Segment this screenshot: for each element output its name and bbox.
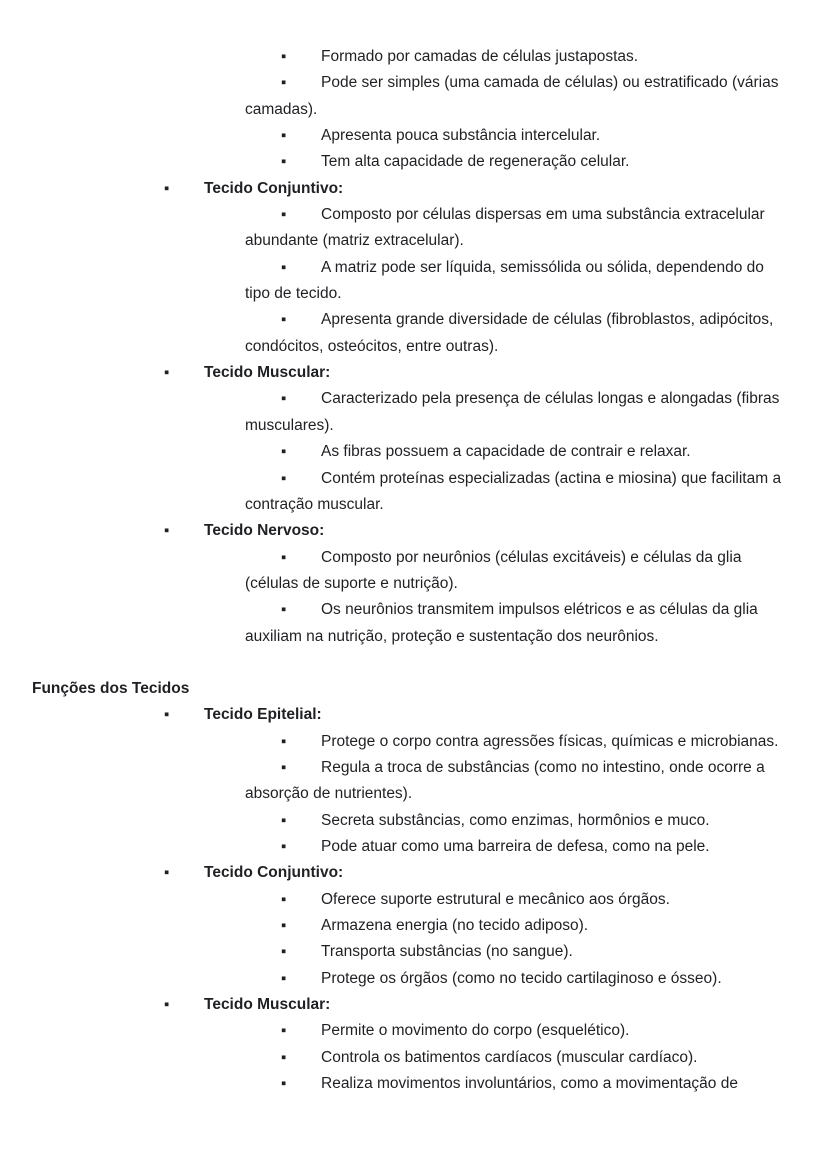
document-body — [16, 44, 788, 1097]
list-item-text: Armazena energia (no tecido adiposo). — [321, 917, 589, 934]
list-item-text: Contém proteínas especializadas (actina e miosina) que facilitam a contração muscular. — [245, 469, 782, 513]
list-item-level2 — [16, 307, 788, 360]
list-item-text: Tecido Muscular: — [204, 996, 331, 1014]
bullet-icon: ▪ — [281, 258, 287, 276]
bullet-icon: ▪ — [281, 1022, 287, 1040]
bullet-icon: ▪ — [281, 917, 287, 934]
list-item-level2 — [16, 729, 788, 755]
list-item-text: Protege os órgãos (como no tecido cartilaginoso e ósseo). — [321, 969, 722, 987]
list-item-text: A matriz pode ser líquida, semissólida ou sólida, dependendo do tipo de tecido. — [245, 258, 764, 303]
list-item-text: Tecido Nervoso: — [204, 522, 325, 540]
bullet-icon: ▪ — [164, 996, 170, 1014]
list-item-text: Tecido Conjuntivo: — [204, 864, 344, 882]
list-item-level2 — [16, 70, 788, 123]
list-item-text: Secreta substâncias, como enzimas, hormônios e muco. — [321, 811, 710, 829]
bullet-icon: ▪ — [281, 153, 287, 171]
bullet-icon: ▪ — [281, 969, 287, 987]
list-item-level1 — [16, 360, 788, 386]
list-item-text: Permite o movimento do corpo (esquelético). — [321, 1022, 630, 1040]
bullet-icon: ▪ — [281, 74, 287, 92]
list-item-text: Controla os batimentos cardíacos (muscular cardíaco). — [321, 1048, 698, 1066]
list-item-level2 — [16, 44, 788, 70]
bullet-icon: ▪ — [281, 127, 287, 145]
list-item-level2 — [16, 123, 788, 149]
section-heading: Funções dos Tecidos — [32, 679, 190, 697]
list-item-text: Apresenta pouca substância intercelular. — [321, 127, 601, 145]
list-item-text: Regula a troca de substâncias (como no intestino, onde ocorre a absorção de nutrientes). — [245, 758, 765, 803]
list-item-level2 — [16, 755, 788, 808]
bullet-icon: ▪ — [281, 390, 287, 408]
bullet-icon: ▪ — [281, 943, 287, 961]
bullet-icon: ▪ — [164, 179, 170, 197]
list-item-text: Os neurônios transmitem impulsos elétricos e as células da glia auxiliam na nutrição, proteção e sustentação dos neurônios. — [245, 601, 758, 645]
bullet-icon: ▪ — [281, 890, 287, 908]
list-item-text: Tecido Epitelial: — [204, 706, 322, 724]
list-item-level2 — [16, 202, 788, 255]
bullet-icon: ▪ — [164, 364, 170, 382]
bullet-icon: ▪ — [281, 48, 287, 65]
bullet-icon: ▪ — [281, 1048, 287, 1066]
list-item-level2 — [16, 913, 788, 939]
list-item-level2 — [16, 466, 788, 519]
bullet-icon: ▪ — [164, 706, 170, 724]
bullet-icon: ▪ — [281, 311, 287, 329]
list-item-level2 — [16, 439, 788, 465]
list-item-text: Pode atuar como uma barreira de defesa, como na pele. — [321, 837, 710, 855]
bullet-icon: ▪ — [281, 811, 287, 829]
list-item-level2 — [16, 808, 788, 834]
list-item-level2 — [16, 966, 788, 992]
bullet-icon: ▪ — [164, 522, 170, 540]
list-item-text: Formado por camadas de células justapostas. — [321, 48, 639, 65]
list-item-text: Transporta substâncias (no sangue). — [321, 943, 573, 961]
list-item-level2 — [16, 1018, 788, 1044]
list-item-level2 — [16, 255, 788, 308]
bullet-icon: ▪ — [281, 732, 287, 750]
list-item-level1 — [16, 860, 788, 886]
list-item-level2 — [16, 887, 788, 913]
list-item-level2 — [16, 834, 788, 860]
bullet-icon: ▪ — [281, 758, 287, 776]
list-item-text: Composto por células dispersas em uma substância extracelular abundante (matriz extracelular). — [245, 206, 765, 250]
list-item-text: As fibras possuem a capacidade de contrair e relaxar. — [321, 443, 691, 461]
list-item-text: Caracterizado pela presença de células longas e alongadas (fibras musculares). — [245, 390, 780, 434]
list-item-level1 — [16, 702, 788, 728]
bullet-icon: ▪ — [281, 206, 287, 224]
list-item-text: Tem alta capacidade de regeneração celular. — [321, 153, 630, 171]
bullet-icon: ▪ — [164, 864, 170, 882]
list-item-text: Pode ser simples (uma camada de células) ou estratificado (várias camadas). — [245, 74, 779, 118]
list-item-text: Realiza movimentos involuntários, como a movimentação de — [321, 1075, 738, 1093]
list-item-text: Composto por neurônios (células excitáveis) e células da glia (células de suporte e nutrição). — [245, 548, 742, 592]
list-item-level1 — [16, 992, 788, 1018]
list-item-level2 — [16, 545, 788, 598]
bullet-icon: ▪ — [281, 548, 287, 566]
list-item-text: Oferece suporte estrutural e mecânico aos órgãos. — [321, 890, 670, 908]
bullet-icon: ▪ — [281, 837, 287, 855]
list-item-text: Tecido Muscular: — [204, 364, 331, 382]
list-item-level2 — [16, 1071, 788, 1097]
list-item-text: Apresenta grande diversidade de células (fibroblastos, adipócitos, condócitos, osteócitos, entre outras). — [245, 311, 774, 355]
list-item-level2 — [16, 1045, 788, 1071]
list-item-level2 — [16, 149, 788, 175]
bullet-icon: ▪ — [281, 443, 287, 461]
list-item-text: Tecido Conjuntivo: — [204, 179, 344, 197]
list-item-level2 — [16, 597, 788, 650]
list-item-level1 — [16, 518, 788, 544]
paragraph-spacer — [16, 650, 788, 676]
list-item-level2 — [16, 939, 788, 965]
bullet-icon: ▪ — [281, 1075, 287, 1093]
list-item-text: Protege o corpo contra agressões físicas, químicas e microbianas. — [321, 732, 779, 750]
list-item-level2 — [16, 386, 788, 439]
list-item-level1 — [16, 176, 788, 202]
bullet-icon: ▪ — [281, 601, 287, 619]
bullet-icon: ▪ — [281, 469, 287, 487]
